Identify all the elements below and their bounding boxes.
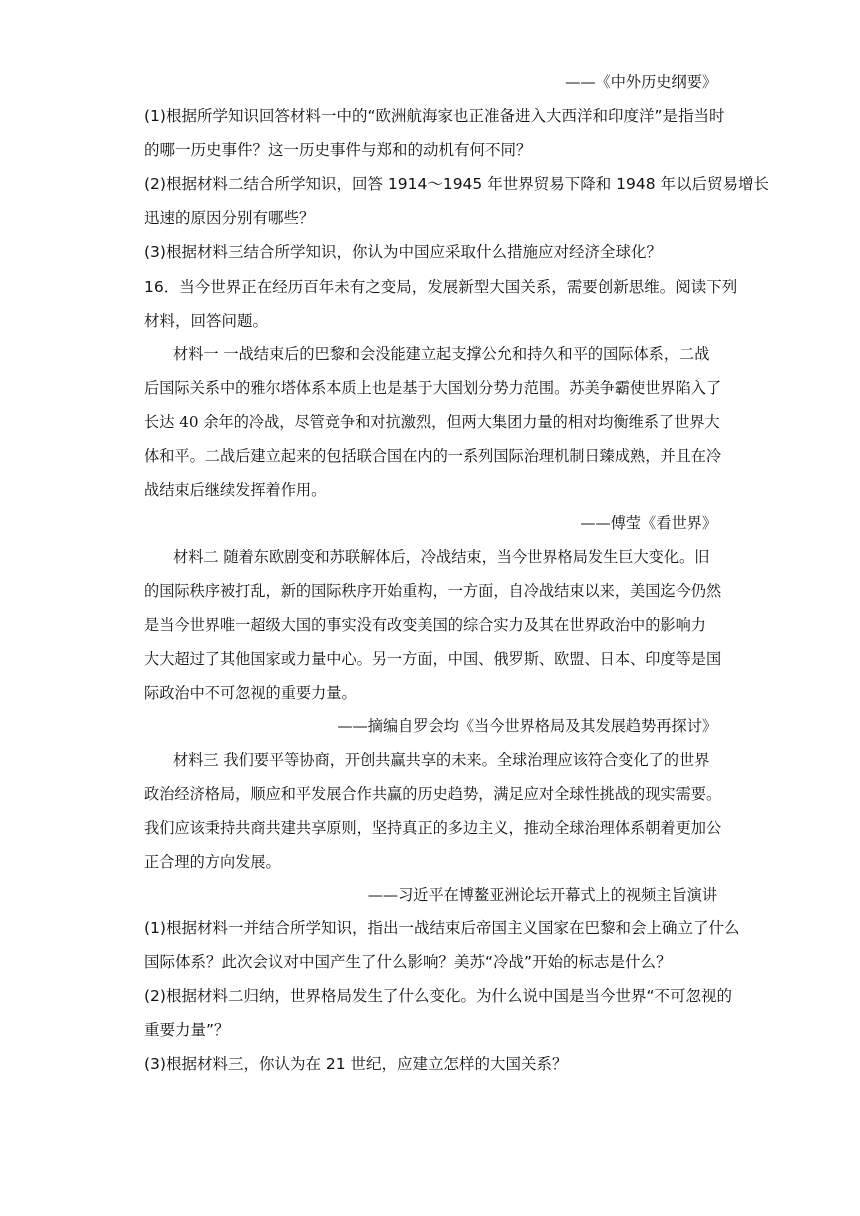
material-3-line: 正合理的方向发展。 (144, 853, 281, 871)
question-15-part-1-cont: 的哪一历史事件？这一历史事件与郑和的动机有何不同？ (144, 141, 532, 159)
question-15-part-2: (2)根据材料二结合所学知识，回答 1914～1945 年世界贸易下降和 1948 年以后贸易增长 (144, 175, 770, 193)
material-2-line: 际政治中不可忽视的重要力量。 (144, 684, 357, 702)
question-16-part-1: (1)根据材料一并结合所学知识，指出一战结束后帝国主义国家在巴黎和会上确立了什么 (144, 919, 740, 937)
material-2-source: ——摘编自罗会均《当今世界格局及其发展趋势再探讨》 (337, 717, 717, 735)
material-2-line: 大大超过了其他国家或力量中心。另一方面，中国、俄罗斯、欧盟、日本、印度等是国 (144, 650, 722, 668)
question-16-part-2: (2)根据材料二归纳，世界格局发生了什么变化。为什么说中国是当今世界“不可忽视的 (144, 987, 732, 1005)
question-16-part-2-cont: 重要力量”？ (144, 1021, 230, 1039)
material-3-line: 我们应该秉持共商共建共享原则，坚持真正的多边主义，推动全球治理体系朝着更加公 (144, 819, 722, 837)
material-1-line: 长达 40 余年的冷战，尽管竞争和对抗激烈，但两大集团力量的相对均衡维系了世界大 (144, 413, 720, 431)
material-2-line: 材料二 随着东欧剧变和苏联解体后，冷战结束，当今世界格局发生巨大变化。旧 (173, 548, 710, 566)
material-1-line: 战结束后继续发挥着作用。 (144, 481, 327, 499)
material-1-line: 体和平。二战后建立起来的包括联合国在内的一系列国际治理机制日臻成熟，并且在冷 (144, 447, 722, 465)
material-2-line: 的国际秩序被打乱，新的国际秩序开始重构，一方面，自冷战结束以来，美国迄今仍然 (144, 582, 722, 600)
question-16-stem-cont: 材料，回答问题。 (144, 312, 269, 330)
question-15-part-3: (3)根据材料三结合所学知识，你认为中国应采取什么措施应对经济全球化？ (144, 243, 662, 261)
material-3-line: 政治经济格局，顺应和平发展合作共赢的历史趋势，满足应对全球性挑战的现实需要。 (144, 785, 722, 803)
source-citation: ——《中外历史纲要》 (565, 73, 717, 91)
material-1-source: ——傅莹《看世界》 (580, 514, 717, 532)
material-3-source: ——习近平在博鳌亚洲论坛开幕式上的视频主旨演讲 (367, 886, 717, 904)
question-16-part-1-cont: 国际体系？此次会议对中国产生了什么影响？美苏“冷战”开始的标志是什么？ (144, 953, 672, 971)
material-1-line: 材料一 一战结束后的巴黎和会没能建立起支撑公允和持久和平的国际体系，二战 (173, 345, 710, 363)
question-15-part-1: (1)根据所学知识回答材料一中的“欧洲航海家也正准备进入大西洋和印度洋”是指当时 (144, 107, 725, 125)
question-15-part-2-cont: 迅速的原因分别有哪些？ (144, 209, 315, 227)
material-1-line: 后国际关系中的雅尔塔体系本质上也是基于大国划分势力范围。苏美争霸使世界陷入了 (144, 379, 722, 397)
question-16-stem: 16．当今世界正在经历百年未有之变局，发展新型大国关系，需要创新思维。阅读下列 (144, 278, 738, 296)
material-2-line: 是当今世界唯一超级大国的事实没有改变美国的综合实力及其在世界政治中的影响力 (144, 616, 706, 634)
material-3-line: 材料三 我们要平等协商，开创共赢共享的未来。全球治理应该符合变化了的世界 (173, 751, 710, 769)
question-16-part-3: (3)根据材料三，你认为在 21 世纪，应建立怎样的大国关系？ (144, 1055, 568, 1073)
